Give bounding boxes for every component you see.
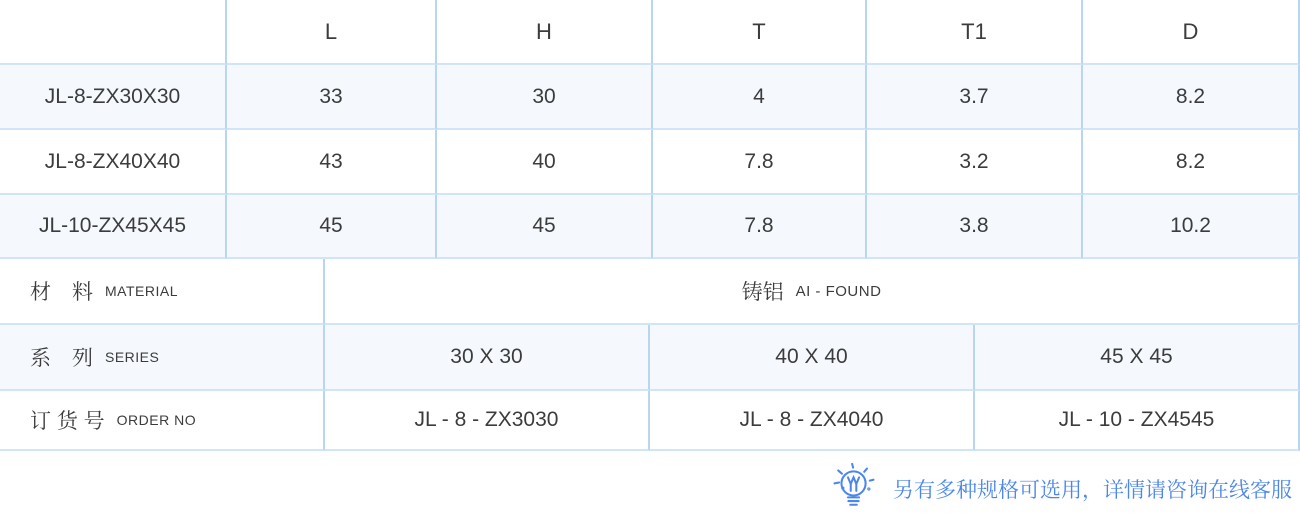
- material-value-cn: 铸铝: [741, 281, 784, 304]
- spec-table: [0, 0, 1300, 259]
- value-cell: 3.2: [867, 130, 1083, 195]
- value-cell: 7.8: [653, 195, 867, 259]
- order-no-cell: JL - 10 - ZX4545: [975, 391, 1300, 451]
- info-table: [0, 259, 1300, 451]
- value-cell: 4: [653, 65, 867, 130]
- value-cell: 3.8: [867, 195, 1083, 259]
- series-label-en: SERIES: [105, 349, 160, 365]
- model-cell: JL-10-ZX45X45: [0, 195, 227, 259]
- model-cell: JL-8-ZX40X40: [0, 130, 227, 195]
- material-value: [325, 259, 1300, 325]
- footnote-text: 另有多种规格可选用，详情请咨询在线客服: [893, 479, 1292, 502]
- value-cell: 30: [437, 65, 653, 130]
- value-cell: 3.7: [867, 65, 1083, 130]
- spec-col-header-t: T: [653, 0, 867, 65]
- value-cell: 8.2: [1083, 130, 1300, 195]
- spec-col-header-d: D: [1083, 0, 1300, 65]
- value-cell: 33: [227, 65, 437, 130]
- series-label: [0, 325, 325, 391]
- value-cell: 8.2: [1083, 65, 1300, 130]
- order-no-label-cn: 订 货 号: [30, 410, 105, 433]
- value-cell: 7.8: [653, 130, 867, 195]
- value-cell: 10.2: [1083, 195, 1300, 259]
- value-cell: 45: [437, 195, 653, 259]
- series-cell: 40 X 40: [650, 325, 975, 391]
- material-label: [0, 259, 325, 325]
- lightbulb-icon: [831, 463, 877, 515]
- material-label-en: MATERIAL: [105, 283, 178, 299]
- value-cell: 40: [437, 130, 653, 195]
- model-cell: JL-8-ZX30X30: [0, 65, 227, 130]
- order-no-cell: JL - 8 - ZX4040: [650, 391, 975, 451]
- footnote: [831, 458, 1292, 520]
- spec-col-header-l: L: [227, 0, 437, 65]
- order-no-label-en: ORDER NO: [116, 412, 197, 428]
- spec-col-header-t1: T1: [867, 0, 1083, 65]
- order-no-label: [0, 391, 325, 451]
- series-cell: 30 X 30: [325, 325, 650, 391]
- spec-col-header-h: H: [437, 0, 653, 65]
- value-cell: 43: [227, 130, 437, 195]
- value-cell: 45: [227, 195, 437, 259]
- spec-col-header-model: [0, 0, 227, 65]
- series-cell: 45 X 45: [975, 325, 1300, 391]
- material-label-cn: 材 料: [30, 281, 93, 304]
- material-value-en: AI - FOUND: [795, 282, 882, 300]
- order-no-cell: JL - 8 - ZX3030: [325, 391, 650, 451]
- series-label-cn: 系 列: [30, 347, 93, 370]
